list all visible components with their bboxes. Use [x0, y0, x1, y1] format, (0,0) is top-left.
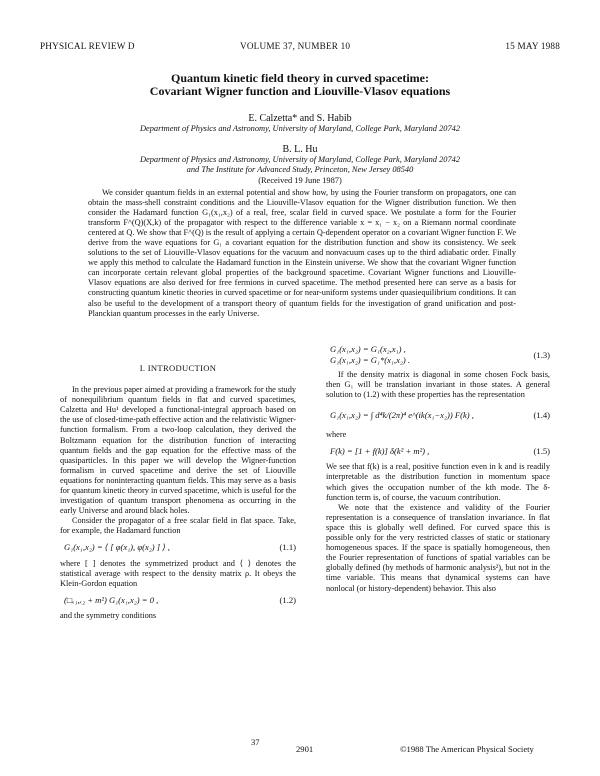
author-group-2: B. L. Hu	[282, 143, 318, 155]
footer-page-number: 2901	[296, 744, 314, 754]
equation-1-5-number: (1.5)	[533, 446, 550, 457]
intro-paragraph-7: We see that f(k) is a real, positive function even in k and is readily interpretable as the distribution function in momentum space which gives the occupation number of the kth mode. The δ-function term is, of course, the vacuum contribution.	[326, 462, 550, 502]
intro-paragraph-3: where [ ] denotes the symmetrized product and ⟨ ⟩ denotes the statistical average with respect to the density matrix ρ. It obeys the Klein-Gordon equation	[60, 558, 296, 588]
equation-1-3-number: (1.3)	[533, 349, 550, 360]
intro-paragraph-5: If the density matrix is diagonal in some chosen Fock basis, then G₁ will be translation invariant in those states. A general solution to (1.2) with these properties has the representation	[326, 370, 550, 400]
equation-1-1-number: (1.1)	[279, 542, 296, 553]
equation-1-5	[326, 440, 550, 462]
equation-1-1-formula: G₁(x₁,x₂) = ⟨ [ φ(x₁), φ(x₂) ] ⟩ ,	[64, 542, 170, 553]
equation-1-4-number: (1.4)	[533, 410, 550, 421]
left-column	[60, 363, 296, 621]
intro-paragraph-2: Consider the propagator of a free scalar field in flat space. Take, for example, the Hadamard function	[60, 516, 296, 536]
equation-1-3	[326, 340, 550, 370]
issue-date: 15 MAY 1988	[505, 41, 560, 51]
equation-1-4-formula: G₁(x₁,x₂) = ∫ d⁴k/(2π)⁴ e^(ik(x₁−x₂)) F(k) ,	[330, 410, 474, 421]
intro-paragraph-4: and the symmetry conditions	[60, 610, 157, 620]
affiliation-2a: Department of Physics and Astronomy, University of Maryland, College Park, Maryland 20742	[139, 154, 461, 164]
section-heading: I. INTRODUCTION	[139, 363, 217, 373]
equation-1-2-formula: (□ₓ₁,ₓ₂ + m²) G₁(x₁,x₂) = 0 ,	[64, 594, 159, 605]
equation-1-3-line-a: G₁(x₁,x₂) = G₁(x₂,x₁) ,	[330, 344, 406, 354]
received-date: (Received 19 June 1987)	[258, 175, 342, 185]
equation-1-2	[60, 589, 296, 611]
intro-paragraph-6: where	[326, 430, 347, 440]
equation-1-3-line-b: G₁(x₁,x₂) = G₁*(x₁,x₂) .	[330, 355, 411, 365]
intro-paragraph-8: We note that the existence and validity of the Fourier representation is a consequence of translation invariance. In flat space this is globally well defined. For curved space this is possible only for the very restricted classes of static or stationary homogeneous spaces. If the space is spatially homogeneous, then the Fourier representation of functions of spatial variables can be globally defined (by methods of harmonic analysis²), but not in the time variable. This means that dynamical systems can have nonlocal (or history-dependent) behavior. This also	[326, 502, 550, 593]
title-block	[0, 72, 600, 186]
equation-1-3-formula	[326, 344, 410, 366]
volume-number: VOLUME 37, NUMBER 10	[240, 41, 351, 51]
affiliation-1: Department of Physics and Astronomy, University of Maryland, College Park, Maryland 20742	[139, 124, 461, 133]
equation-1-5-formula: F(k) = [1 + f(k)] δ(k² + m²) ,	[330, 446, 430, 457]
journal-name: PHYSICAL REVIEW D	[40, 41, 135, 51]
equation-1-4	[326, 400, 550, 430]
abstract: We consider quantum fields in an external potential and show how, by using the Fourier transform on propagators, one can obtain the mass-shell constraint conditions and the Liouville-Vlasov equation for the Wigner distribution function. We then consider the Hadamard function G₁(x₁,x₂) of a real, free, scalar field in curved space. We postulate a form for the Fourier transform F^(Q)(X,k) of the propagator with respect to the difference variable x = x₁ − x₂ on a Riemann normal coordinate centered at Q. We show that F^(Q) is the result of applying a certain Q-dependent operator on a covariant Wigner function F. We derive from the wave equations for G₁ a covariant equation for the distribution function and show its consistency. We seek solutions to the set of Liouville-Vlasov equations for the vacuum and nonvacuum cases up to the third adiabatic order. Finally we apply this method to calculate the Hadamard function in the Einstein universe. We show that the covariant Wigner function can incorporate certain relevant global properties of the background spacetime. Covariant Wigner functions and Liouville-Vlasov equations are also derived for free fermions in curved spacetime. The method presented here can serve as a basis for constructing quantum kinetic theories in curved spacetime or for near-uniform systems under quasiequilibrium conditions. It can also be useful to the development of a transport theory of quantum fields for the investigation of grand unification and post-Planckian quantum processes in the early Universe.	[88, 188, 516, 318]
affiliation-2b: and The Institute for Advanced Study, Princeton, New Jersey 08540	[186, 165, 414, 174]
intro-paragraph-1: In the previous paper aimed at providing a framework for the study of nonequilibrium quantum fields in flat and curved spacetimes, Calzetta and Hu¹ developed a functional-integral approach based on the use of closed-time-path effective action and the relativistic Wigner-function formalism. From a two-loop calculation, they derived the Boltzmann equation for the distribution function of interacting quantum fields and the gap equation for the effective mass of the quasiparticles. In this paper we will develop the Wigner-function formalism in curved spacetime and derive the set of Liouville equations for noninteracting quantum fields. This may serve as a basis for quantum kinetic theory in curved spacetime, which is useful for the investigation of quantum transport phenomena as occurring in the early Universe and around black holes.	[60, 385, 296, 516]
author-group-1: E. Calzetta* and S. Habib	[248, 113, 352, 124]
title-line-2: Covariant Wigner function and Liouville-Vlasov equations	[149, 84, 451, 98]
equation-1-1	[60, 537, 296, 559]
footer-copyright: ©1988 The American Physical Society	[400, 744, 534, 754]
right-column	[326, 340, 550, 594]
paper-title	[0, 72, 600, 98]
title-line-1: Quantum kinetic field theory in curved spacetime:	[171, 71, 429, 85]
equation-1-2-number: (1.2)	[279, 594, 296, 605]
footer-volume: 37	[251, 737, 260, 747]
